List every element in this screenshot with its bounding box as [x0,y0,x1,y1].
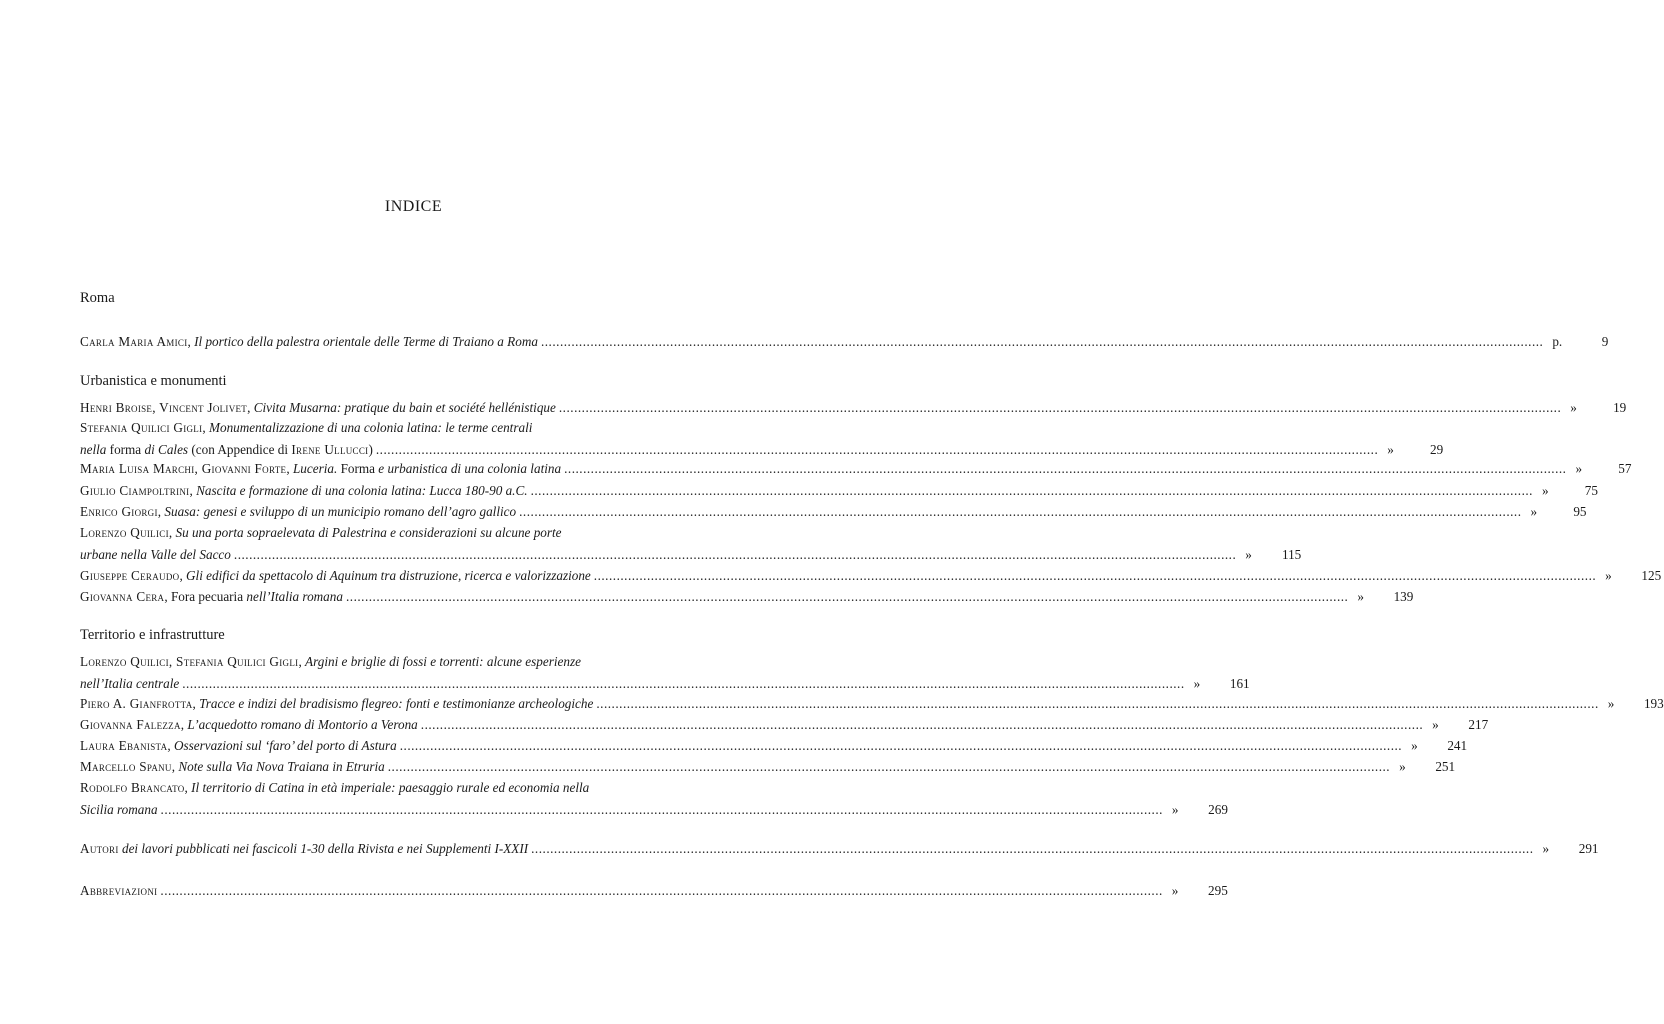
toc-entry-broise[interactable]: Henri Broise, Vincent Jolivet, Civita Musarna: pratique du bain et société hellénistique ..... » 19 [80,397,710,419]
entry-page: 29 [1430,441,1444,457]
ditto-marker: » [1605,568,1612,583]
entry-author: Lorenzo Quilici [80,525,169,540]
entry-lead: Abbreviazioni [80,883,158,898]
section-heading-urbanistica: Urbanistica e monumenti [80,373,227,389]
entry-page: 295 [1208,883,1228,898]
entry-title: Il portico della palestra orientale delle Terme di Traiano a Roma [194,334,538,349]
entry-page: 57 [1618,461,1632,476]
entry-title-cont: urbane nella Valle del Sacco [80,546,231,562]
dot-leader [594,565,1596,587]
entry-author: Giovanna Cera [80,589,165,604]
entry-author: Giuseppe Ceraudo [80,568,180,583]
ditto-marker: » [1171,883,1179,898]
toc-entry-quilici-gigli2[interactable]: Lorenzo Quilici, Stefania Quilici Gigli, Argini e briglie di fossi e torrenti: alcune esperienze nell’Italia centrale ..... » 161 [80,651,710,694]
entry-title-cont: nella [80,441,107,457]
toc-entry-falezza[interactable]: Giovanna Falezza, L’acquedotto romano di Montorio a Verona ..... » 217 [80,714,710,736]
entry-author: Maria Luisa Marchi, Giovanni Forte [80,461,287,476]
toc-entry-gianfrotta[interactable]: Piero A. Gianfrotta, Tracce e indizi del bradisismo flegreo: fonti e testimonianze archeologiche ..... » 193 [80,693,710,715]
entry-page: 193 [1643,696,1664,711]
entry-title: Monumentalizzazione di una colonia latina: le terme centrali [208,420,533,435]
entry-page: 217 [1468,717,1489,732]
page-title: INDICE [384,198,443,215]
dot-leader [531,838,1533,860]
dot-leader [161,799,1163,821]
entry-title: Fora pecuaria [170,589,244,604]
entry-title-cont: e urbanistica di una colonia latina [378,461,562,476]
entry-page: 241 [1447,738,1468,753]
toc-entry-quilici-gigli[interactable]: Stefania Quilici Gigli, Monumentalizzazione di una colonia latina: le terme centrali nella forma di Cales (con Appendice di Irene Ullucci) ..... » 29 [80,417,710,460]
entry-title-cont: forma [109,441,142,457]
ditto-marker: » [1387,441,1394,457]
entry-author: Laura Ebanista [80,738,168,753]
toc-entry-quilici[interactable]: Lorenzo Quilici, Su una porta sopraelevata di Palestrina e considerazioni su alcune porte urbane nella Valle del Sacco ..... » 115 [80,522,710,565]
dot-leader [559,397,1561,419]
toc-entry-ceraudo[interactable]: Giuseppe Ceraudo, Gli edifici da spettacolo di Aquinum tra distruzione, ricerca e valorizzazione ..... » 125 [80,565,710,587]
toc-entry-cera[interactable]: Giovanna Cera, Fora pecuaria nell’Italia romana ..... » 139 [80,586,710,608]
ditto-marker: » [1411,738,1418,753]
dot-leader [346,586,1348,608]
entry-title: dei lavori pubblicati nei fascicoli 1-30 della Rivista e nei Supplementi I-XXII [121,841,529,856]
entry-title-cont: nell’Italia romana [246,589,343,604]
dot-leader [596,693,1598,715]
entry-title: Suasa: genesi e sviluppo di un municipio romano dell’agro gallico [164,504,517,519]
appendix-author: Irene Ullucci [291,441,369,457]
entry-title-cont: Forma [340,461,375,476]
entry-title: Su una porta sopraelevata di Palestrina e considerazioni su alcune porte [175,525,562,540]
toc-entry-ebanista[interactable]: Laura Ebanista, Osservazioni sul ‘faro’ del porto di Astura ..... » 241 [80,735,710,757]
entry-author: Lorenzo Quilici, Stefania Quilici Gigli [80,654,299,669]
dot-leader [160,880,1162,902]
entry-author: Marcello Spanu [80,759,172,774]
toc-entry-abbreviazioni[interactable] [80,880,1228,902]
toc-entry-amici[interactable]: Carla Maria Amici, Il portico della palestra orientale delle Terme di Traiano a Roma ..... p. 9 [80,331,710,353]
entry-author: Carla Maria Amici [80,334,188,349]
dot-leader [564,458,1566,480]
ditto-marker: » [1171,801,1179,817]
entry-title-cont: di Cales [144,441,189,457]
toc-entry-brancato[interactable]: Rodolfo Brancato, Il territorio di Catina in età imperiale: paesaggio rurale ed economia nella Sicilia romana ..... » 269 [80,777,710,820]
ditto-marker: » [1245,546,1252,562]
entry-page: 269 [1208,801,1228,817]
toc-entry-autori[interactable] [80,838,1599,860]
ditto-marker: » [1357,589,1364,604]
toc-entry-marchi[interactable]: Maria Luisa Marchi, Giovanni Forte, Luceria. Forma e urbanistica di una colonia latina ..... » 57 [80,458,710,480]
entry-title: Note sulla Via Nova Traiana in Etruria [178,759,385,774]
entry-title: Civita Musarna: pratique du bain et société hellénistique [253,400,556,415]
dot-leader [234,544,1236,566]
entry-page: 139 [1393,589,1414,604]
entry-author: Giulio Ciampoltrini [80,483,190,498]
entry-page: 161 [1229,675,1250,691]
toc-entry-ciampoltrini[interactable]: Giulio Ciampoltrini, Nascita e formazione di una colonia latina: Lucca 180-90 a.C. ..... » 75 [80,480,710,502]
dot-leader [376,439,1378,461]
dot-leader [182,673,1184,695]
section-heading-territorio: Territorio e infrastrutture [80,627,225,643]
entry-page: 9 [1601,334,1609,349]
entry-title: Argini e briglie di fossi e torrenti: alcune esperienze [305,654,581,669]
ditto-marker: » [1607,696,1615,711]
page-marker: p. [1552,334,1563,349]
entry-title: Il territorio di Catina in età imperiale: paesaggio rurale ed economia nella [191,780,590,795]
dot-leader [531,480,1533,502]
entry-lead: Autori [80,841,119,856]
toc-entry-spanu[interactable]: Marcello Spanu, Note sulla Via Nova Traiana in Etruria ..... » 251 [80,756,710,778]
entry-title-cont: nell’Italia centrale [80,675,180,691]
entry-page: 19 [1613,400,1627,415]
section-heading-roma: Roma [80,290,115,306]
entry-page: 291 [1578,841,1599,856]
entry-author: Stefania Quilici Gigli [80,420,203,435]
entry-title: Nascita e formazione di una colonia latina: Lucca 180-90 a.C. [196,483,528,498]
entry-page: 125 [1641,568,1662,583]
entry-title-cont: ) [368,441,373,457]
entry-author: Rodolfo Brancato [80,780,185,795]
ditto-marker: » [1541,483,1549,498]
entry-author: Henri Broise, Vincent Jolivet [80,400,248,415]
ditto-marker: » [1399,759,1406,774]
dot-leader [400,735,1402,757]
dot-leader [421,714,1423,736]
ditto-marker: » [1542,841,1550,856]
entry-page: 115 [1281,546,1302,562]
ditto-marker: » [1570,400,1577,415]
entry-page: 75 [1584,483,1598,498]
ditto-marker: » [1575,461,1583,476]
entry-author: Piero A. Gianfrotta [80,696,193,711]
ditto-marker: » [1193,675,1201,691]
entry-title: L’acquedotto romano di Montorio a Verona [187,717,418,732]
entry-page: 251 [1435,759,1456,774]
entry-title: Gli edifici da spettacolo di Aquinum tra distruzione, ricerca e valorizzazione [186,568,591,583]
entry-title: Luceria. [292,461,338,476]
entry-title: Tracce e indizi del bradisismo flegreo: fonti e testimonianze archeologiche [199,696,594,711]
dot-leader [388,756,1390,778]
dot-leader [541,331,1543,353]
entry-title-cont: Sicilia romana [80,801,158,817]
entry-title-cont: (con Appendice di [191,441,289,457]
entry-page: 95 [1573,504,1587,519]
entry-author: Giovanna Falezza [80,717,181,732]
toc-entry-giorgi[interactable]: Enrico Giorgi, Suasa: genesi e sviluppo di un municipio romano dell’agro gallico ..... » 95 [80,501,710,523]
entry-author: Enrico Giorgi [80,504,158,519]
dot-leader [519,501,1521,523]
ditto-marker: » [1432,717,1439,732]
entry-title: Osservazioni sul ‘faro’ del porto di Astura [173,738,397,753]
ditto-marker: » [1530,504,1538,519]
